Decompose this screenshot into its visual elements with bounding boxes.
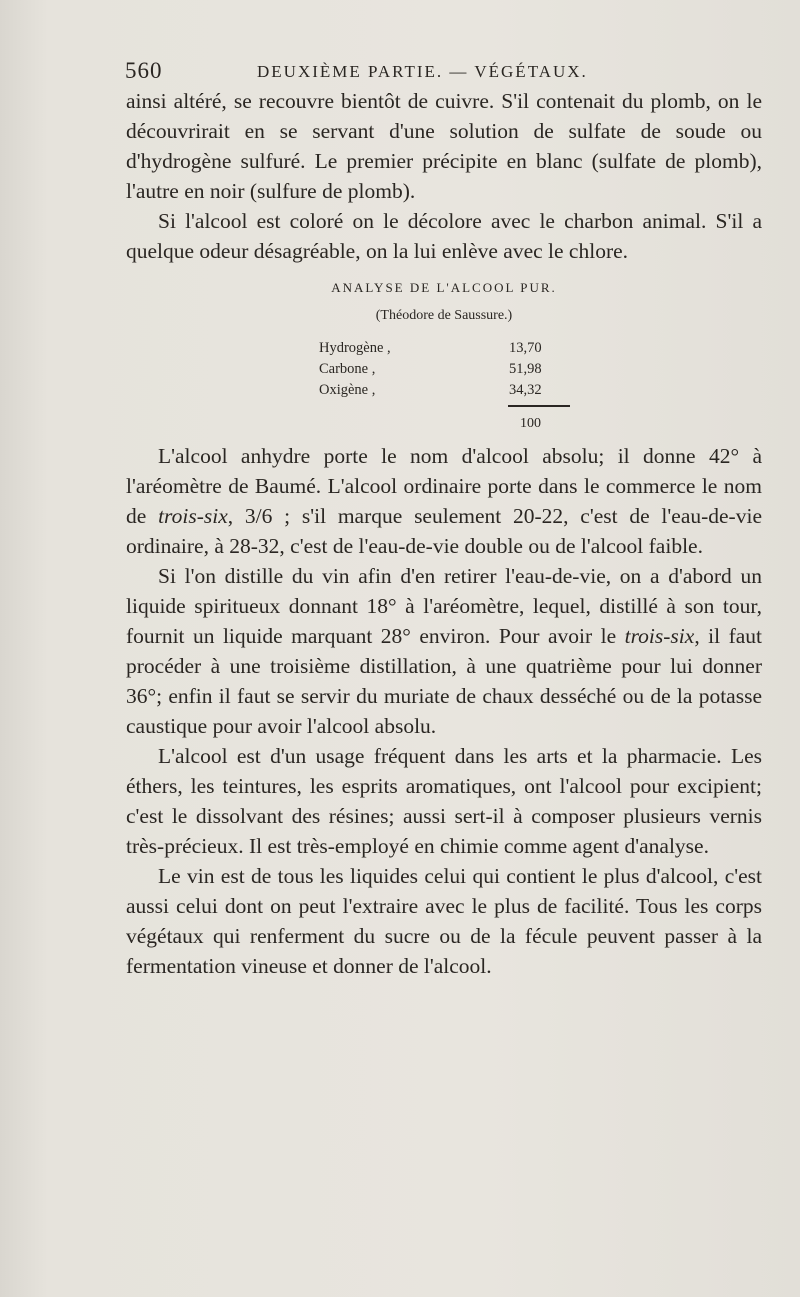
element-name: Carbone , [319, 361, 376, 377]
paragraph-4-italic: trois-six [624, 624, 695, 648]
paragraph-3 [126, 441, 762, 561]
paragraph-3-text-b: , 3/6 ; s'il marque seulement 20-22, c'est de l'eau-de-vie ordinaire, à 28-32, c'est de l'eau-de-vie double ou de l'alcool faible. [126, 504, 762, 558]
element-value: 51,98 [509, 361, 542, 377]
table-row [309, 380, 579, 401]
table-row [309, 359, 579, 380]
running-title: DEUXIÈME PARTIE. — VÉGÉTAUX. [257, 62, 588, 81]
paragraph-4 [126, 561, 762, 741]
analysis-block [126, 278, 762, 433]
element-value: 13,70 [509, 340, 542, 356]
paragraph-3-italic: trois-six [158, 504, 228, 528]
paragraph-2: Si l'alcool est coloré on le décolore avec le charbon animal. S'il a quelque odeur désagréable, on la lui enlève avec le chlore. [126, 209, 762, 263]
table-row [309, 338, 579, 359]
paragraph-4-text-a: Si l'on distille du vin afin d'en retirer l'eau-de-vie, on a d'abord un liquide spiritueux donnant 18° à l'aréomètre, lequel, distillé à son tour, fournit un liquide marquant 28° environ. Pour avoir le [126, 564, 762, 648]
element-name: Oxigène , [319, 382, 376, 398]
paragraph-4-text-b: , il faut procéder à une troisième distillation, à une quatrième pour lui donner 36°; enfin il faut se servir du muriate de chaux desséché ou de la potasse caustique pour avoir l'alcool absolu. [126, 624, 763, 738]
sum-rule [508, 405, 570, 407]
composition-table [309, 338, 579, 401]
page-body [126, 86, 762, 981]
paragraph-5: L'alcool est d'un usage fréquent dans les arts et la pharmacie. Les éthers, les teintures, les esprits aromatiques, ont l'alcool pour excipient; c'est le dissolvant des résines; aussi sert-il à composer plusieurs vernis très-précieux. Il est très-employé en chimie comme agent d'analyse. [126, 744, 762, 858]
analysis-subtitle: (Théodore de Saussure.) [375, 308, 513, 323]
paragraph-3-text-a: L'alcool anhydre porte le nom d'alcool absolu; il donne 42° à l'aréomètre de Baumé. L'alcool ordinaire porte dans le commerce le nom de [126, 444, 762, 528]
element-value: 34,32 [509, 382, 542, 398]
analysis-total: 100 [520, 416, 541, 431]
analysis-title: ANALYSE DE L'ALCOOL PUR. [331, 280, 557, 295]
page-number: 560 [125, 58, 163, 83]
paragraph-6: Le vin est de tous les liquides celui qui contient le plus d'alcool, c'est aussi celui dont on peut l'extraire avec le plus de facilité. Tous les corps végétaux qui renferment du sucre ou de la fécule peuvent passer à la fermentation vineuse et donner de l'alcool. [126, 864, 762, 978]
paragraph-1: ainsi altéré, se recouvre bientôt de cuivre. S'il contenait du plomb, on le découvrirait en se servant d'une solution de sulfate de soude ou d'hydrogène sulfuré. Le premier précipite en blanc (sulfate de plomb), l'autre en noir (sulfure de plomb). [126, 89, 762, 203]
element-name: Hydrogène , [319, 340, 391, 356]
